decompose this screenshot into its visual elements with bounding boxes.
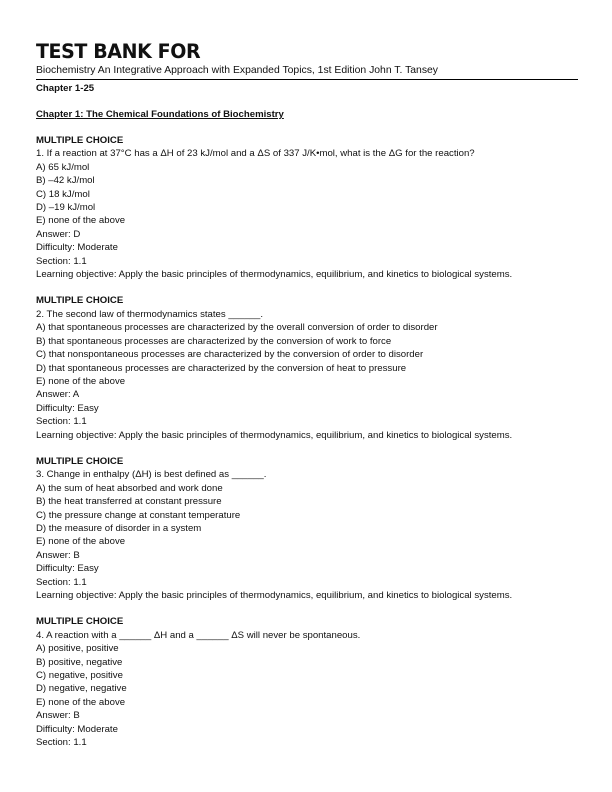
answer-option: A) that spontaneous processes are characterized by the overall conversion of order to disorder [36,322,438,334]
answer-option: D) that spontaneous processes are characterized by the conversion of heat to pressure [36,362,407,374]
chapter-range: Chapter 1-25 [36,83,95,94]
answer-key: Answer: B [36,710,80,722]
question-stem: 3. Change in enthalpy (ΔH) is best defined as ______. [36,469,267,481]
document-title: TEST BANK FOR [36,40,201,64]
answer-option: C) 18 kJ/mol [36,188,90,200]
answer-option: D) the measure of disorder in a system [36,522,202,534]
answer-option: C) that nonspontaneous processes are characterized by the conversion of order to disorder [36,349,424,361]
question-type-label: MULTIPLE CHOICE [36,616,124,628]
answer-option: B) the heat transferred at constant pressure [36,496,222,508]
answer-option: A) positive, positive [36,643,119,655]
answer-option: D) –19 kJ/mol [36,202,96,214]
section: Section: 1.1 [36,737,87,749]
question-block [36,134,578,281]
question-stem: 2. The second law of thermodynamics states ______. [36,308,264,320]
answer-option: B) that spontaneous processes are characterized by the conversion of work to force [36,335,392,347]
answer-option: D) negative, negative [36,683,127,695]
section: Section: 1.1 [36,255,87,267]
difficulty: Difficulty: Moderate [36,242,118,254]
answer-key: Answer: B [36,549,80,561]
question-type-label: MULTIPLE CHOICE [36,295,124,307]
answer-option: B) positive, negative [36,656,123,668]
section: Section: 1.1 [36,576,87,588]
document-page [36,40,578,749]
section: Section: 1.1 [36,416,87,428]
answer-option: A) 65 kJ/mol [36,161,90,173]
question-block [36,615,578,749]
question-stem: 1. If a reaction at 37°C has a ΔH of 23 kJ/mol and a ΔS of 337 J/K•mol, what is the ΔG for the reaction? [36,148,475,160]
answer-option: A) the sum of heat absorbed and work done [36,482,223,494]
answer-key: Answer: D [36,228,81,240]
document-subtitle: Biochemistry An Integrative Approach with Expanded Topics, 1st Edition John T. Tansey [36,64,578,80]
difficulty: Difficulty: Easy [36,402,99,414]
answer-key: Answer: A [36,389,80,401]
answer-option: E) none of the above [36,696,126,708]
answer-option: C) negative, positive [36,670,123,682]
chapter-heading: Chapter 1: The Chemical Foundations of Biochemistry [36,109,284,120]
answer-option: B) –42 kJ/mol [36,175,95,187]
question-type-label: MULTIPLE CHOICE [36,455,124,467]
learning-objective: Learning objective: Apply the basic principles of thermodynamics, equilibrium, and kinetics to biological systems. [36,429,513,441]
answer-option: C) the pressure change at constant temperature [36,509,241,521]
difficulty: Difficulty: Easy [36,563,99,575]
question-block [36,455,578,602]
difficulty: Difficulty: Moderate [36,723,118,735]
learning-objective: Learning objective: Apply the basic principles of thermodynamics, equilibrium, and kinetics to biological systems. [36,590,513,601]
answer-option: E) none of the above [36,215,126,227]
question-stem: 4. A reaction with a ______ ΔH and a ______ ΔS will never be spontaneous. [36,629,361,641]
answer-option: E) none of the above [36,536,126,548]
question-block [36,294,578,441]
learning-objective: Learning objective: Apply the basic principles of thermodynamics, equilibrium, and kinetics to biological systems. [36,269,513,281]
question-type-label: MULTIPLE CHOICE [36,135,124,146]
answer-option: E) none of the above [36,375,126,387]
